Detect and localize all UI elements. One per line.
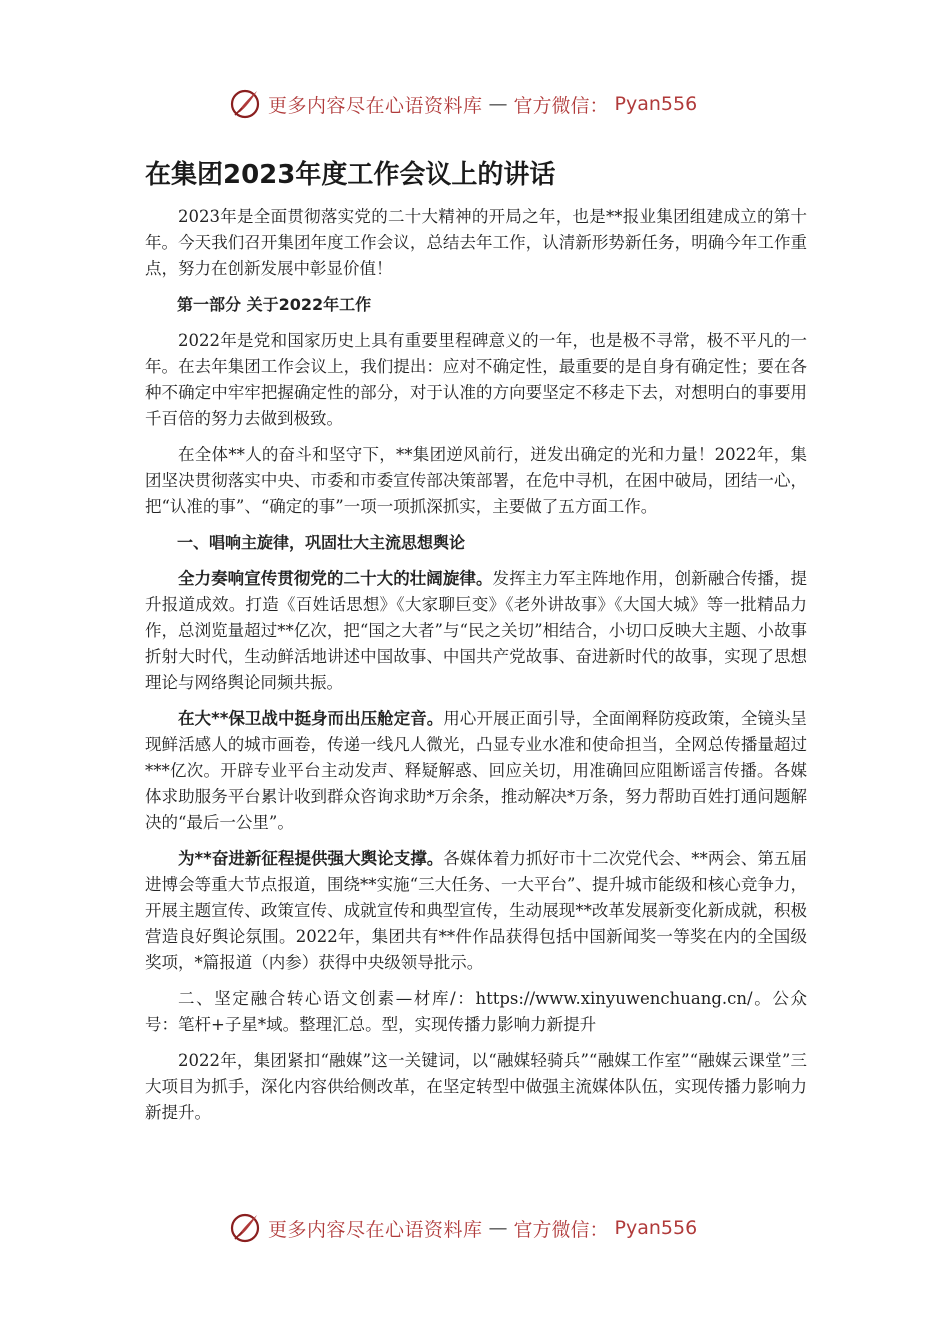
section1c-lead: 为**奋进新征程提供强大舆论支撑。 — [178, 849, 444, 868]
section1a-lead: 全力奏响宣传贯彻党的二十大的壮阔旋律。 — [178, 569, 493, 588]
banner-separator: — — [488, 1217, 508, 1239]
paragraph-1: 2022年是党和国家历史上具有重要里程碑意义的一年，也是极不寻常，极不平凡的一年。在去年集团工作会议上，我们提出：应对不确定性，最重要的是自身有确定性；要在各种不确定中牢牢把握确定性的部分，对于认准的方向要坚定不移走下去，对想明白的事要用千百倍的努力去做到极致。 — [145, 331, 807, 428]
paragraph-2: 在全体**人的奋斗和坚守下，**集团逆风前行，迸发出确定的光和力量！2022年，集团坚决贯彻落实中央、市委和市委宣传部决策部署，在危中寻机，在困中破局，团结一心，把“认准的事”、“确定的事”一项一项抓深抓实，主要做了五方面工作。 — [145, 445, 807, 516]
section1c-paragraph — [145, 846, 807, 976]
intro-paragraph: 2023年是全面贯彻落实党的二十大精神的开局之年，也是**报业集团组建成立的第十年。今天我们召开集团年度工作会议，总结去年工作，认清新形势新任务，明确今年工作重点，努力在创新发展中彰显价值！ — [145, 207, 807, 278]
banner-text: 更多内容尽在心语资料库 — [268, 1218, 483, 1241]
document-body — [145, 204, 807, 1136]
quill-logo-icon — [228, 87, 262, 121]
banner-signature: 官方微信： — [513, 94, 609, 117]
header-watermark-banner — [228, 84, 697, 124]
section1-heading: 一、唱响主旋律，巩固壮大主流思想舆论 — [177, 533, 466, 552]
section2-heading: 二、坚定融合转心语文创素—材库/：https://www.xinyuwenchuang.cn/。公众号：笔杆+子星*域。整理汇总。型，实现传播力影响力新提升 — [145, 989, 807, 1034]
section1a-paragraph — [145, 566, 807, 696]
part1-heading: 第一部分 关于2022年工作 — [177, 295, 372, 314]
banner-wechat-id: Pyan556 — [614, 1217, 698, 1239]
document-title: 在集团2023年度工作会议上的讲话 — [145, 160, 556, 190]
banner-signature: 官方微信： — [513, 1218, 609, 1241]
footer-watermark-banner — [228, 1208, 697, 1248]
section1b-body: 用心开展正面引导，全面阐释防疫政策，全镜头呈现鲜活感人的城市画卷，传递一线凡人微光，凸显专业水准和使命担当，全网总传播量超过***亿次。开辟专业平台主动发声、释疑解惑、回应关切，用准确回应阻断谣言传播。各媒体求助服务平台累计收到群众咨询求助*万余条，推动解决*万条，努力帮助百姓打通问题解决的“最后一公里”。 — [145, 709, 807, 832]
section1c-body: 各媒体着力抓好市十二次党代会、**两会、第五届进博会等重大节点报道，围绕**实施“三大任务、一大平台”、提升城市能级和核心竞争力，开展主题宣传、政策宣传、成就宣传和典型宣传，生动展现**改革发展新变化新成就，积极营造良好舆论氛围。2022年，集团共有**件作品获得包括中国新闻奖一等奖在内的全国级奖项，*篇报道（内参）获得中央级领导批示。 — [145, 849, 807, 972]
last-paragraph: 2022年，集团紧扣“融媒”这一关键词，以“融媒轻骑兵”“融媒工作室”“融媒云课堂”三大项目为抓手，深化内容供给侧改革，在坚定转型中做强主流媒体队伍，实现传播力影响力新提升。 — [145, 1051, 807, 1122]
banner-wechat-id: Pyan556 — [614, 93, 698, 115]
section1b-paragraph — [145, 706, 807, 836]
banner-text: 更多内容尽在心语资料库 — [268, 94, 483, 117]
section1a-body: 发挥主力军主阵地作用，创新融合传播，提升报道成效。打造《百姓话思想》《大家聊巨变》《老外讲故事》《大国大城》等一批精品力作，总浏览量超过**亿次，把“国之大者”与“民之关切”相结合，小切口反映大主题、小故事折射大时代，生动鲜活地讲述中国故事、中国共产党故事、奋进新时代的故事，实现了思想理论与网络舆论同频共振。 — [145, 569, 808, 692]
banner-separator: — — [488, 93, 508, 115]
quill-logo-icon — [228, 1211, 262, 1245]
section1b-lead: 在大**保卫战中挺身而出压舱定音。 — [178, 709, 444, 728]
